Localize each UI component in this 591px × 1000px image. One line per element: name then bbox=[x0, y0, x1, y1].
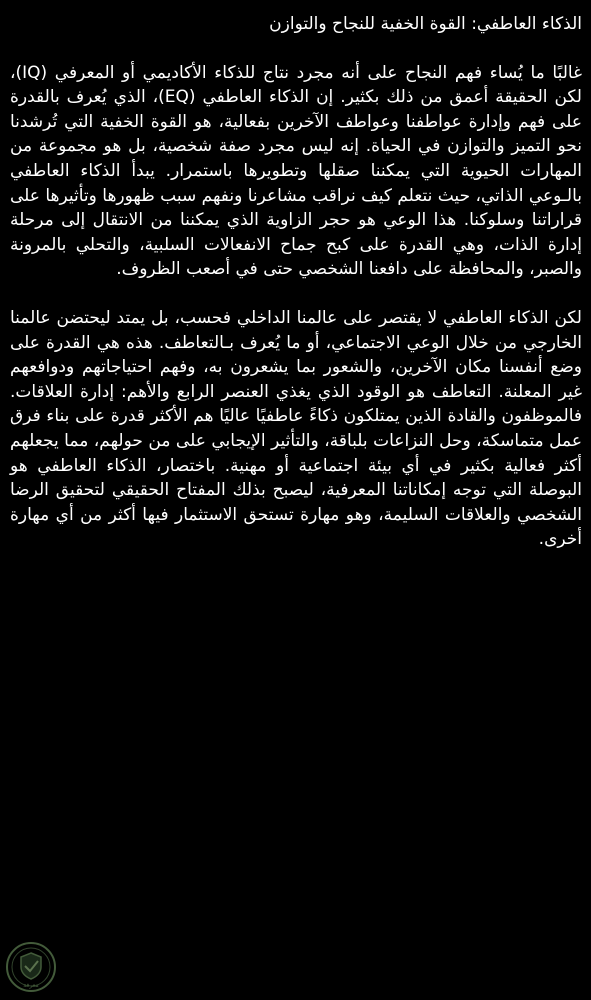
article-paragraph-1: غالبًا ما يُساء فهم النجاح على أنه مجرد نتاج للذكاء الأكاديمي أو المعرفي (IQ)، لكن الحقيقة أعمق من ذلك بكثير. إن الذكاء العاطفي (EQ)، الذي يُعرف بالقدرة على فهم وإدارة عواطفنا وعواطف الآخرين بفعالية، هو القوة الخفية التي تُرشدنا نحو التميز والتوازن في الحياة. إنه ليس مجرد صفة شخصية، بل هو مجموعة من المهارات الحيوية التي يمكننا صقلها وتطويرها باستمرار. يبدأ الذكاء العاطفي بالـوعي الذاتي، حيث نتعلم كيف نراقب مشاعرنا ونفهم سبب ظهورها وتأثيرها على قراراتنا وسلوكنا. هذا الوعي هو حجر الزاوية الذي يمكننا من الانتقال إلى مرحلة إدارة الذات، وهي القدرة على كبح جماح الانفعالات السلبية، والتحلي بالمرونة والصبر، والمحافظة على دافعنا الشخصي حتى في أصعب الظروف. bbox=[10, 62, 582, 280]
article-paragraph-2: لكن الذكاء العاطفي لا يقتصر على عالمنا الداخلي فحسب، بل يمتد ليحتضن عالمنا الخارجي من خلال الوعي الاجتماعي، أو ما يُعرف بـالتعاطف. هذه هي القدرة على وضع أنفسنا مكان الآخرين، والشعور بما يشعرون به، وفهم احتياجاتهم ودوافعهم غير المعلنة. التعاطف هو الوقود الذي يغذي العنصر الرابع والأهم: إدارة العلاقات. فالموظفون والقادة الذين يمتلكون ذكاءً عاطفيًا عاليًا هم الأكثر قدرة على بناء فرق عمل متماسكة، وحل النزاعات بلباقة، والتأثير الإيجابي على من حولهم، مما يجعلهم أكثر فعالية بكثير في أي بيئة اجتماعية أو مهنية. باختصار، الذكاء العاطفي هو البوصلة التي توجه إمكاناتنا المعرفية، ليصبح بذلك المفتاح الحقيقي لتحقيق الرضا الشخصي والعلاقات السليمة، وهو مهارة تستحق الاستثمار فيها أكثر من أي مهارة أخرى. bbox=[10, 307, 582, 550]
watermark-logo bbox=[4, 940, 58, 994]
article bbox=[10, 12, 582, 576]
watermark-label: معرفة bbox=[23, 982, 39, 989]
shield-logo-icon bbox=[4, 940, 58, 994]
article-title: الذكاء العاطفي: القوة الخفية للنجاح والتوازن bbox=[269, 14, 582, 34]
